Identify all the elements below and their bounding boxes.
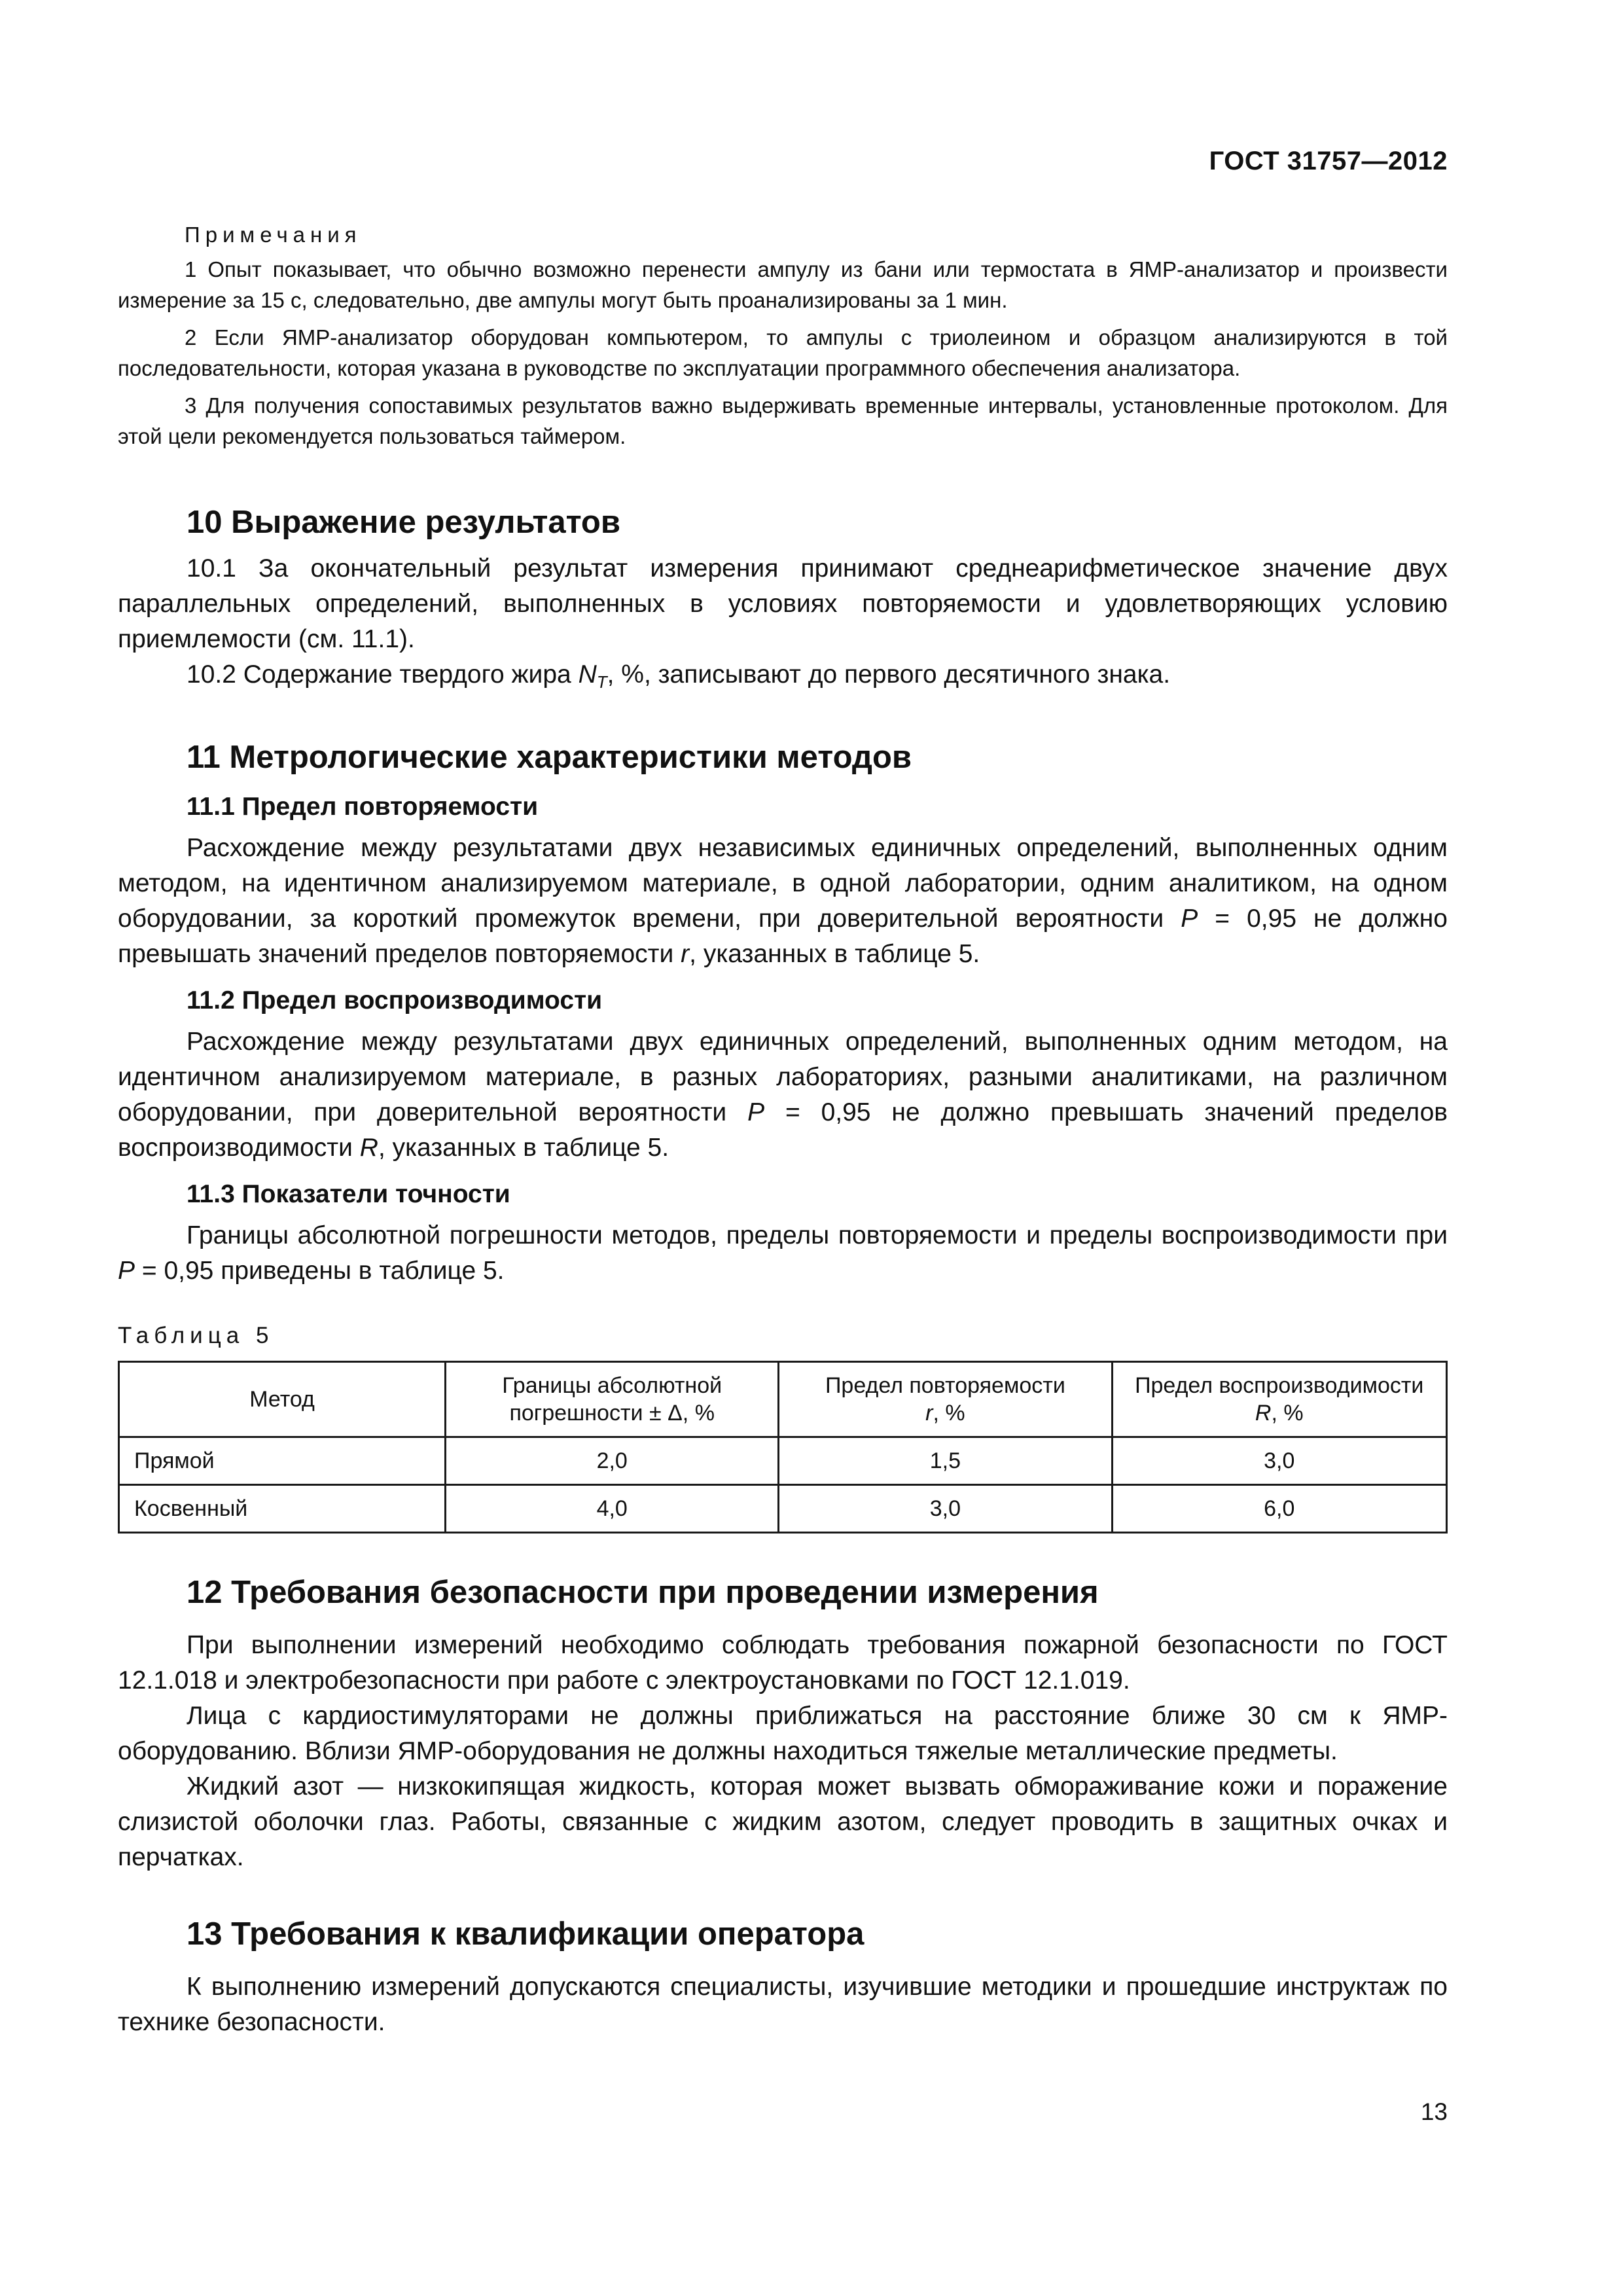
table-header-cell: Границы абсолютной погрешности ± Δ, % [446, 1362, 779, 1437]
table-row [119, 1485, 1447, 1533]
table-5-title: Таблица 5 [118, 1323, 274, 1348]
paragraph-10-1: 10.1 За окончательный результат измерения принимают среднеарифметическое значение двух параллельных определений, выполненных в условиях повторяемости и удовлетворяющих условию приемлемости (см. 11.1). [118, 554, 1448, 653]
table-cell: 2,0 [446, 1437, 779, 1485]
section-13 [118, 1916, 1448, 2040]
table-cell: 4,0 [446, 1485, 779, 1533]
note-3: 3 Для получения сопоставимых результатов важно выдерживать временные интервалы, установленные протоколом. Для этой цели рекомендуется пользоваться таймером. [118, 393, 1448, 448]
section-13-title: 13 Требования к квалификации оператора [187, 1916, 865, 1952]
subsection-11-1-title: 11.1 Предел повторяемости [187, 793, 539, 821]
table-cell: 3,0 [1112, 1437, 1446, 1485]
document-code-header: ГОСТ 31757—2012 [1209, 147, 1448, 175]
page-content [118, 223, 1448, 2040]
section-11-title: 11 Метрологические характеристики методов [187, 740, 912, 775]
note-1: 1 Опыт показывает, что обычно возможно перенести ампулу из бани или термостата в ЯМР-анализатор и произвести измерение за 15 с, следовательно, две ампулы могут быть проанализированы за 1 мин. [118, 257, 1448, 312]
table-cell: Прямой [119, 1437, 446, 1485]
page-number: 13 [1420, 2098, 1448, 2125]
paragraph-13-1: К выполнению измерений допускаются специалисты, изучившие методики и прошедшие инструктаж по технике безопасности. [118, 1973, 1448, 2036]
table-row [119, 1437, 1447, 1485]
table-header-cell: Предел повторяемости r, % [779, 1362, 1112, 1437]
paragraph-11-3: Границы абсолютной погрешности методов, пределы повторяемости и пределы воспроизводимости при P = 0,95 приведены в таблице 5. [118, 1221, 1448, 1285]
table-header-cell: Метод [119, 1362, 446, 1437]
paragraph-11-1: Расхождение между результатами двух независимых единичных определений, выполненных одним методом, на идентичном анализируемом материале, в одной лаборатории, одним аналитиком, на одном оборудовании, за короткий промежуток времени, при доверительной вероятности P = 0,95 не должно превышать значений пределов повторяемости r, указанных в таблице 5. [118, 834, 1448, 968]
subsection-11-2-title: 11.2 Предел воспроизводимости [187, 986, 603, 1014]
table-header-row [119, 1362, 1447, 1437]
section-12 [118, 1574, 1448, 1875]
table-cell: 6,0 [1112, 1485, 1446, 1533]
table-header-cell: Предел воспроизводимости R, % [1112, 1362, 1446, 1437]
section-12-title: 12 Требования безопасности при проведении измерения [187, 1575, 1099, 1610]
table-cell: Косвенный [119, 1485, 446, 1533]
subsection-11-3-title: 11.3 Показатели точности [187, 1180, 510, 1208]
note-2: 2 Если ЯМР-анализатор оборудован компьютером, то ампулы с триолеином и образцом анализируются в той последовательности, которая указана в руководстве по эксплуатации программного обеспечения анализатора. [118, 325, 1448, 380]
table-cell: 1,5 [779, 1437, 1112, 1485]
table-5-block [118, 1323, 1448, 1534]
paragraph-10-2: 10.2 Содержание твердого жира $N_T$, %, записывают до первого десятичного знака. [187, 660, 1171, 692]
paragraph-12-3: Жидкий азот — низкокипящая жидкость, которая может вызвать обмораживание кожи и поражение слизистой оболочки глаз. Работы, связанные с жидким азотом, следует проводить в защитных очках и перчатках. [118, 1772, 1448, 1871]
notes-title: Примечания [185, 223, 362, 247]
table-5 [118, 1361, 1448, 1534]
paragraph-12-1: При выполнении измерений необходимо соблюдать требования пожарной безопасности по ГОСТ 12.1.018 и электробезопасности при работе с электроустановками по ГОСТ 12.1.019. [118, 1631, 1448, 1695]
section-10-title: 10 Выражение результатов [187, 505, 620, 540]
table-cell: 3,0 [779, 1485, 1112, 1533]
notes-block [118, 223, 1448, 452]
paragraph-12-2: Лица с кардиостимуляторами не должны приближаться на расстояние ближе 30 см к ЯМР-оборудованию. Вблизи ЯМР-оборудования не должны находиться тяжелые металлические предметы. [118, 1702, 1448, 1765]
paragraph-11-2: Расхождение между результатами двух единичных определений, выполненных одним методом, на идентичном анализируемом материале, в разных лабораториях, разными аналитиками, на различном оборудовании, при доверительной вероятности P = 0,95 не должно превышать значений пределов воспроизводимости R, указанных в таблице 5. [118, 1028, 1448, 1162]
section-11 [118, 739, 1448, 1289]
section-10 [118, 504, 1448, 700]
